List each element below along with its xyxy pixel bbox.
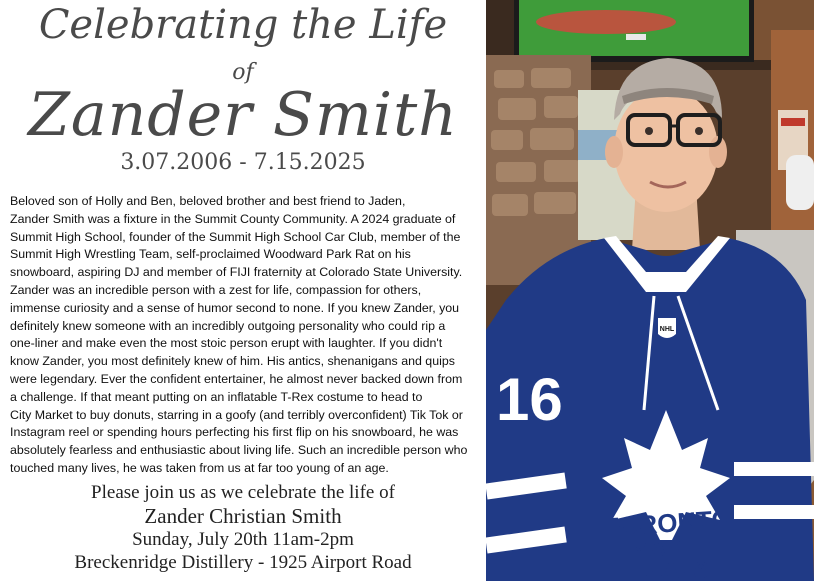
bio-line: City Market to buy donuts, starring in a goofy (and terribly overconfident) Tik Tok or: [10, 407, 463, 422]
bio-line: Summit High Wrestling Team, self-proclaimed Woodward Park Rat on his: [10, 247, 411, 262]
portrait-illustration: [486, 0, 814, 581]
bio-line: one-liner and make even the most stoic person erupt with laughter. If you didn't: [10, 336, 443, 351]
bio-line: Instagram reel or spending hours perfecting his first flip on his snowboard, he was: [10, 425, 459, 440]
jersey-text-leafs: LEAFS: [633, 557, 709, 581]
life-dates: 3.07.2006 - 7.15.2025: [120, 150, 366, 175]
bio-line: Beloved son of Holly and Ben, beloved brother and best friend to Jaden,: [10, 194, 406, 208]
jersey-text-maple: MAPLE: [630, 535, 712, 561]
bio-line: snowboard, aspiring DJ and member of FIJI fraternity at Colorado State University.: [10, 265, 463, 280]
portrait-photo: [486, 0, 814, 581]
bio-line: absolutely fearless and enthusiastic about living life. Such an incredible person who: [10, 443, 468, 458]
title-line-1: Celebrating the Life: [38, 2, 448, 48]
invitation-name: Zander Christian Smith: [144, 504, 342, 528]
title-name: Zander Smith: [28, 80, 458, 150]
bio-line: Summit High School, founder of the Summit High School Car Club, member of the: [10, 229, 461, 244]
bio-line: a challenge. If that meant putting on an inflatable T-Rex costume to head to: [10, 389, 423, 404]
bio-line: know Zander, you most definitely knew of him. His antics, shenanigans and quips: [10, 354, 455, 369]
bio-line: touched many lives, he was taken from us at far too young of an age.: [10, 460, 389, 475]
bio-line: Zander was an incredible person with a zest for life, compassion for others,: [10, 282, 422, 297]
invitation-date-time: Sunday, July 20th 11am-2pm: [132, 529, 354, 550]
bio-line: were legendary. Ever the confident entertainer, he almost never backed down from: [10, 371, 463, 386]
obituary-text: [10, 193, 482, 478]
bio-line: definitely knew someone with an incredibly outgoing personality who could rip a: [10, 318, 446, 333]
title-line-2: of: [232, 60, 254, 85]
bio-line: Zander Smith was a fixture in the Summit County Community. A 2024 graduate of: [10, 211, 456, 226]
jersey-number: 16: [496, 366, 563, 433]
invitation-location: Breckenridge Distillery - 1925 Airport Road: [74, 552, 412, 573]
bio-line: immense curiosity and a sense of humor second to none. If you knew Zander, you: [10, 300, 460, 315]
nhl-badge: NHL: [659, 326, 675, 333]
invitation-line: Please join us as we celebrate the life of: [91, 482, 395, 503]
jersey-text-toronto: TORONTO: [601, 503, 733, 543]
